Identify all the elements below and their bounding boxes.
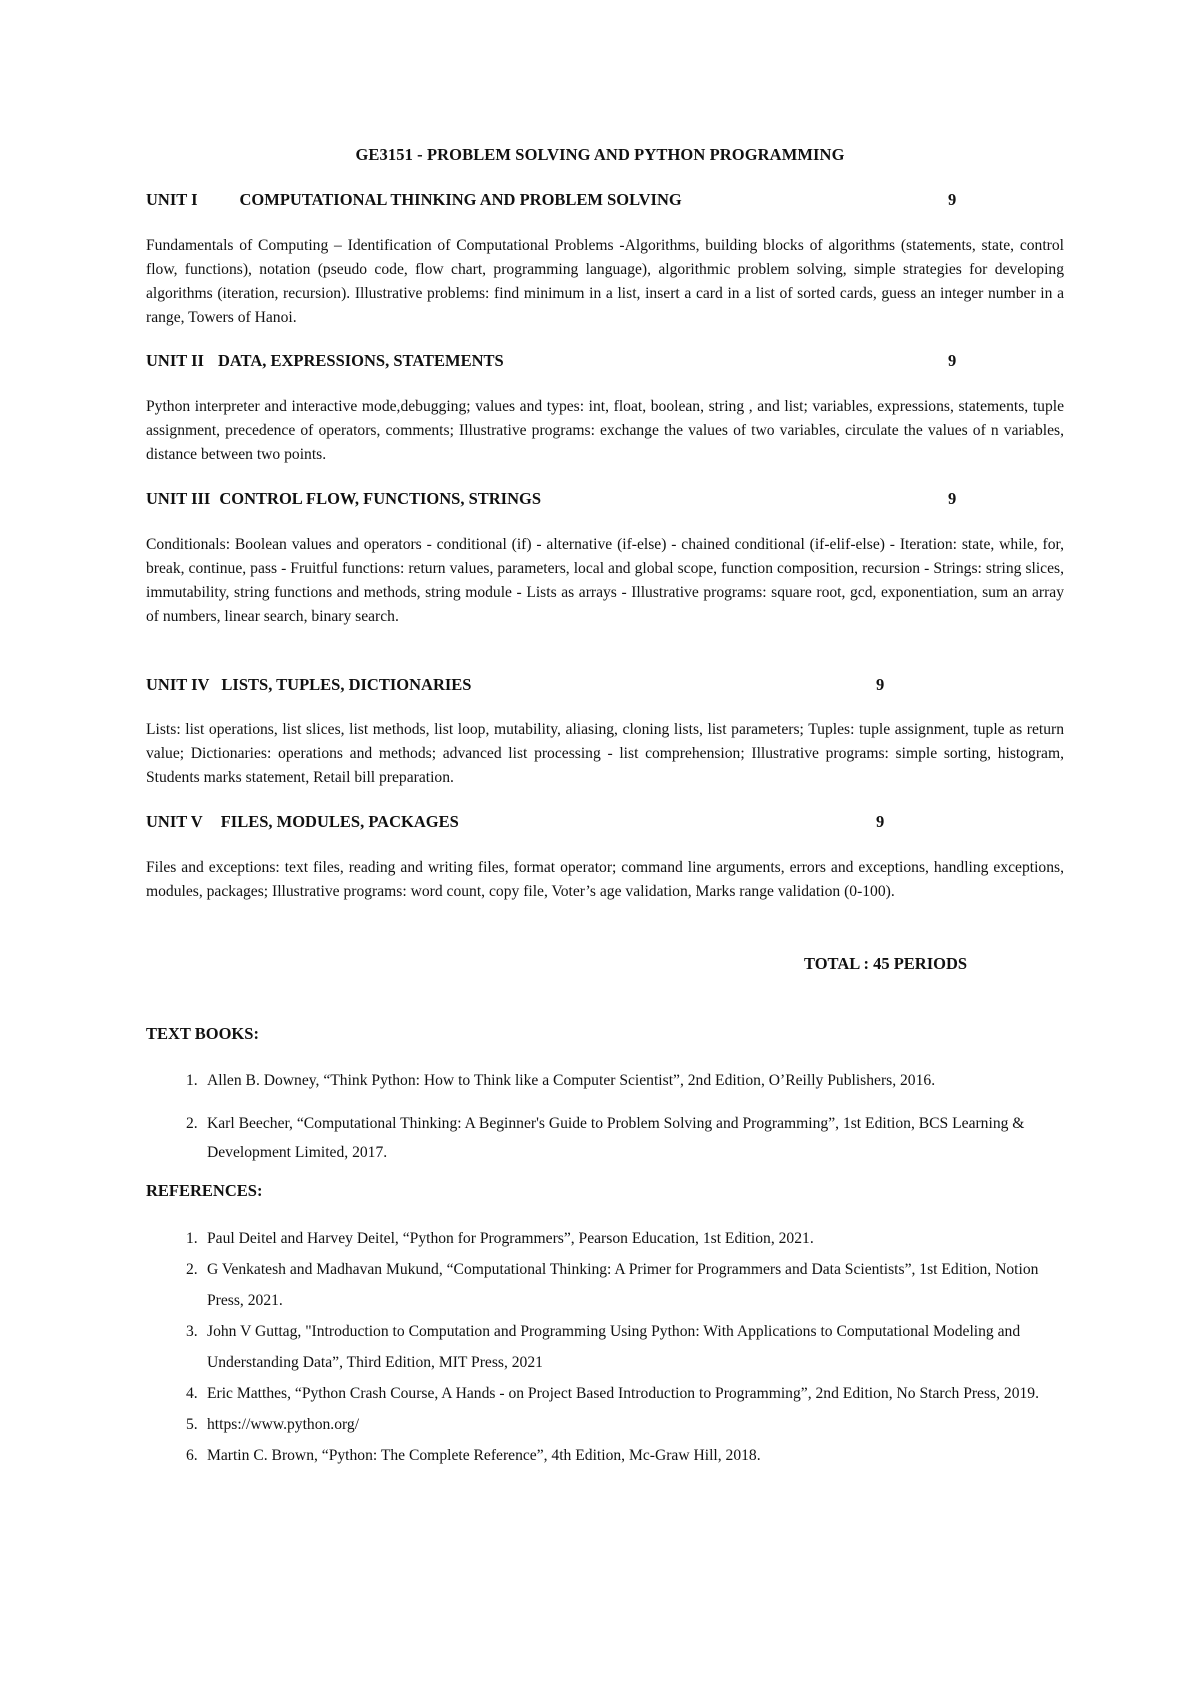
unit-1-label: UNIT I (146, 190, 198, 209)
unit-4-content: Lists: list operations, list slices, list methods, list loop, mutability, aliasing, cloning lists, list parameters; Tuples: tuple assignment, tuple as return value; Dictionaries: operations and methods; advanced list processing - list comprehension; Illustrative programs: simple sorting, histogram, Students marks statement, Retail bill preparation. (146, 721, 1064, 786)
unit-1-heading (146, 190, 682, 210)
unit-1-hours: 9 (948, 190, 957, 209)
unit-5-hours: 9 (876, 812, 885, 831)
list-item: 2. Karl Beecher, “Computational Thinking: A Beginner's Guide to Problem Solving and Programming”, 1st Edition, BCS Learning & Development Limited, 2017. (186, 1115, 1025, 1161)
unit-3-content: Conditionals: Boolean values and operators - conditional (if) - alternative (if-else) - chained conditional (if-elif-else) - Iteration: state, while, for, break, continue, pass - Fruitful functions: return values, parameters, local and global scope, function composition, recursion - Strings: string slices, immutability, string functions and methods, string module - Lists as arrays - Illustrative programs: square root, gcd, exponentiation, sum an array of numbers, linear search, binary search. (146, 536, 1064, 625)
unit-3-title: CONTROL FLOW, FUNCTIONS, STRINGS (219, 489, 542, 508)
unit-2-hours: 9 (948, 351, 957, 370)
references-heading: REFERENCES: (146, 1181, 263, 1200)
unit-5-content: Files and exceptions: text files, reading and writing files, format operator; command line arguments, errors and exceptions, handling exceptions, modules, packages; Illustrative programs: word count, copy file, Voter’s age validation, Marks range validation (0-100). (146, 859, 1064, 900)
unit-4-hours: 9 (876, 675, 885, 694)
unit-1-content: Fundamentals of Computing – Identification of Computational Problems -Algorithms, building blocks of algorithms (statements, state, control flow, functions), notation (pseudo code, flow chart, programming language), algorithmic problem solving, simple strategies for developing algorithms (iteration, recursion). Illustrative problems: find minimum in a list, insert a card in a list of sorted cards, guess an integer number in a range, Towers of Hanoi. (146, 237, 1064, 326)
unit-5-label: UNIT V (146, 812, 203, 831)
list-item: 4. Eric Matthes, “Python Crash Course, A Hands - on Project Based Introduction to Programming”, 2nd Edition, No Starch Press, 2019. (186, 1385, 1039, 1402)
list-item: 1. Paul Deitel and Harvey Deitel, “Python for Programmers”, Pearson Education, 1st Edition, 2021. (186, 1230, 814, 1247)
unit-2-heading (146, 351, 504, 371)
unit-4-title: LISTS, TUPLES, DICTIONARIES (221, 675, 472, 694)
unit-2-title: DATA, EXPRESSIONS, STATEMENTS (217, 351, 504, 370)
textbooks-heading: TEXT BOOKS: (146, 1024, 259, 1043)
references-list (186, 1223, 1066, 1471)
unit-3-hours: 9 (948, 489, 957, 508)
unit-4-heading (146, 675, 471, 695)
textbooks-list (186, 1066, 1066, 1167)
unit-4-label: UNIT IV (146, 675, 210, 694)
list-item: 5. https://www.python.org/ (186, 1416, 360, 1433)
list-item: 3. John V Guttag, "Introduction to Computation and Programming Using Python: With Applications to Computational Modeling and Understanding Data”, Third Edition, MIT Press, 2021 (186, 1323, 1021, 1371)
unit-5-title: FILES, MODULES, PACKAGES (220, 812, 459, 831)
unit-5-heading (146, 812, 459, 832)
unit-3-heading (146, 489, 541, 509)
unit-2-content: Python interpreter and interactive mode,debugging; values and types: int, float, boolean, string , and list; variables, expressions, statements, tuple assignment, precedence of operators, comments; Illustrative programs: exchange the values of two variables, circulate the values of n variables, distance between two points. (146, 398, 1064, 463)
list-item: 6. Martin C. Brown, “Python: The Complete Reference”, 4th Edition, Mc-Graw Hill, 2018. (186, 1447, 761, 1464)
page-title: GE3151 - PROBLEM SOLVING AND PYTHON PROGRAMMING (355, 145, 845, 164)
unit-2-label: UNIT II (146, 351, 204, 370)
total-periods: TOTAL : 45 PERIODS (804, 954, 968, 973)
unit-3-label: UNIT III (146, 489, 211, 508)
unit-1-title: COMPUTATIONAL THINKING AND PROBLEM SOLVING (239, 190, 682, 209)
list-item: 2. G Venkatesh and Madhavan Mukund, “Computational Thinking: A Primer for Programmers and Data Scientists”, 1st Edition, Notion Press, 2021. (186, 1261, 1039, 1309)
list-item: 1. Allen B. Downey, “Think Python: How to Think like a Computer Scientist”, 2nd Edition, O’Reilly Publishers, 2016. (186, 1072, 936, 1089)
